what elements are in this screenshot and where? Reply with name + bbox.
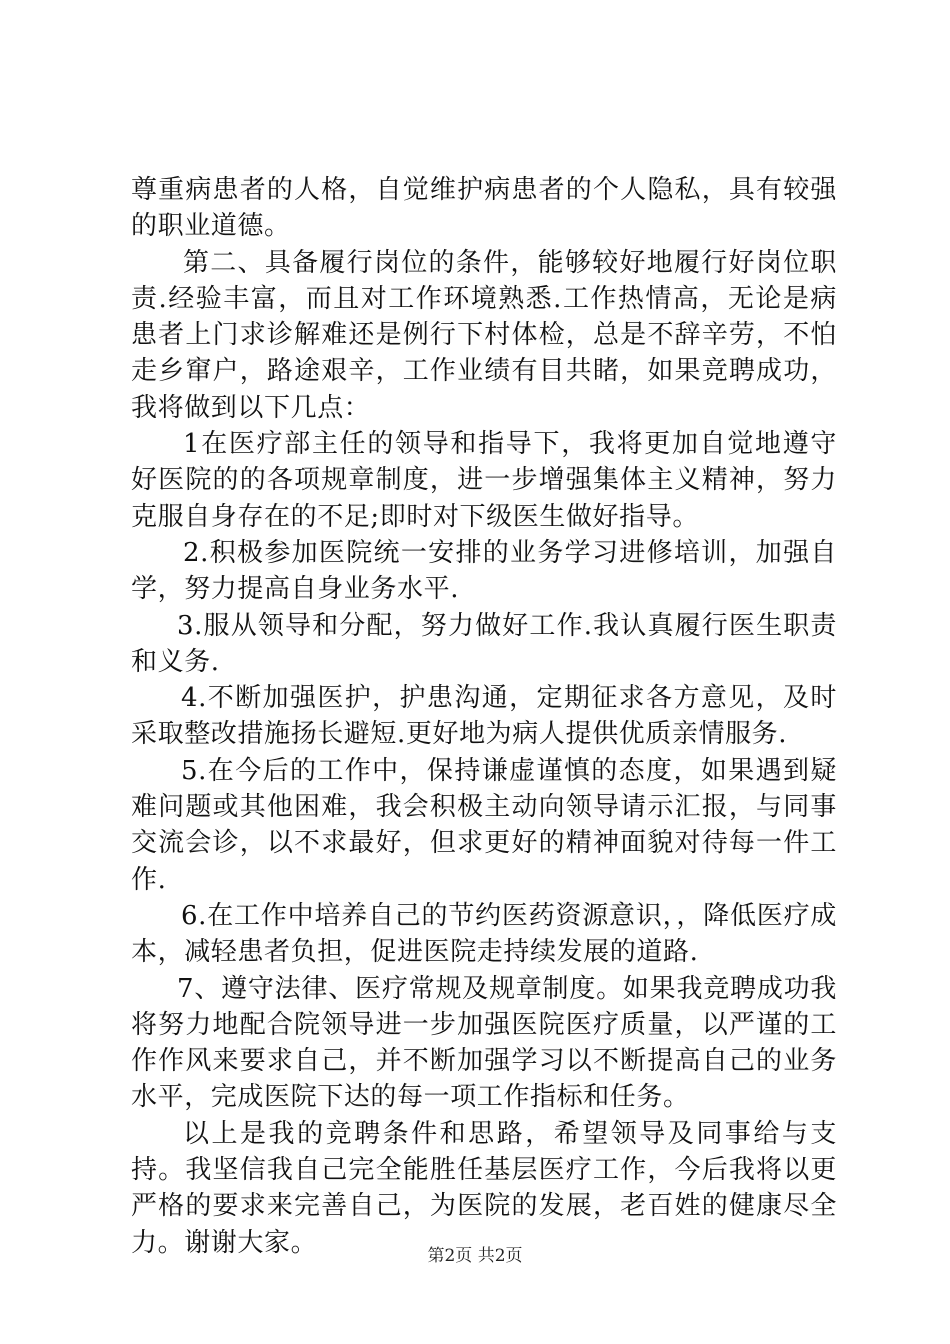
- paragraph-item-7: 7、遵守法律、医疗常规及规章制度。如果我竞聘成功我将努力地配合院领导进一步加强医院医疗质量，以严谨的工作作风来要求自己，并不断加强学习以不断提高自己的业务水平，完成医院下达的每一项工作指标和任务。: [131, 973, 837, 1113]
- page-footer: [0, 1244, 950, 1268]
- paragraph-item-4: 4.不断加强医护，护患沟通，定期征求各方意见，及时采取整改措施扬长避短.更好地为病人提供优质亲情服务.: [131, 683, 837, 750]
- paragraph-item-2: 2.积极参加医院统一安排的业务学习进修培训，加强自学，努力提高自身业务水平.: [131, 537, 837, 605]
- page-number-indicator: 第2页 共2页: [427, 1246, 523, 1266]
- paragraph-conclusion: 以上是我的竞聘条件和思路，希望领导及同事给与支持。我坚信我自己完全能胜任基层医疗工作，今后我将以更严格的要求来完善自己，为医院的发展，老百姓的健康尽全力。谢谢大家。: [131, 1118, 837, 1258]
- paragraph-item-3: 3.服从领导和分配，努力做好工作.我认真履行医生职责和义务.: [131, 610, 837, 677]
- paragraph-item-6: 6.在工作中培养自己的节约医药资源意识，，降低医疗成本，减轻患者负担，促进医院走持续发展的道路.: [131, 900, 837, 968]
- paragraph-continuation: 尊重病患者的人格，自觉维护病患者的个人隐私，具有较强的职业道德。: [131, 175, 837, 242]
- paragraph-second-qualification: 第二、具备履行岗位的条件，能够较好地履行好岗位职责.经验丰富，而且对工作环境熟悉.工作热情高，无论是病患者上门求诊解难还是例行下村体检，总是不辞辛劳，不怕走乡窜户，路途艰辛，工作业绩有目共睹，如果竞聘成功，我将做到以下几点：: [131, 247, 837, 423]
- paragraph-item-5: 5.在今后的工作中，保持谦虚谨慎的态度，如果遇到疑难问题或其他困难，我会积极主动向领导请示汇报，与同事交流会诊，以不求最好，但求更好的精神面貌对待每一件工作.: [131, 755, 837, 895]
- document-body: [131, 172, 837, 1261]
- paragraph-item-1: 1在医疗部主任的领导和指导下，我将更加自觉地遵守好医院的的各项规章制度，进一步增强集体主义精神，努力克服自身存在的不足;即时对下级医生做好指导。: [131, 429, 837, 532]
